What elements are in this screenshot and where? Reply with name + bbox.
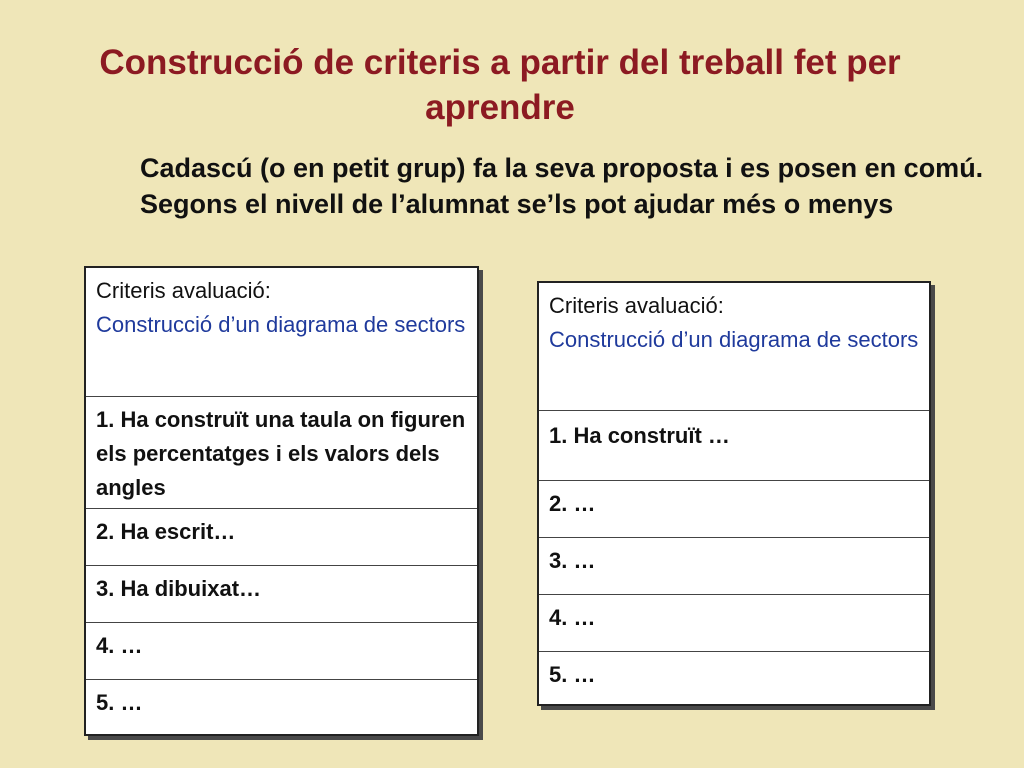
criterion-item: 3. … [539,538,929,595]
criteria-table-right [537,281,931,706]
criterion-item: 4. … [86,623,477,680]
criterion-item: 1. Ha construït … [539,411,929,481]
table-topic: Construcció d’un diagrama de sectors [96,312,466,337]
criterion-item: 2. … [539,481,929,538]
criterion-item: 3. Ha dibuixat… [86,566,477,623]
table-header-cell [86,268,477,397]
table-topic: Construcció d’un diagrama de sectors [549,327,919,352]
criterion-item: 5. … [96,690,143,715]
criterion-item: 5. … [549,662,596,687]
criterion-item: 1. Ha construït una taula on figuren els percentatges i els valors dels angles [86,397,477,509]
table-heading: Criteris avaluació: [549,293,724,318]
table-header-cell [539,283,929,411]
criterion-item: 2. Ha escrit… [86,509,477,566]
slide-title: Construcció de criteris a partir del treball fet per aprendre [99,43,901,127]
criteria-table-left [84,266,479,736]
table-heading: Criteris avaluació: [96,278,271,303]
slide-subtitle: Cadascú (o en petit grup) fa la seva proposta i es posen en comú. Segons el nivell de l’alumnat se’ls pot ajudar més o menys [140,153,984,219]
criterion-item: 4. … [539,595,929,652]
